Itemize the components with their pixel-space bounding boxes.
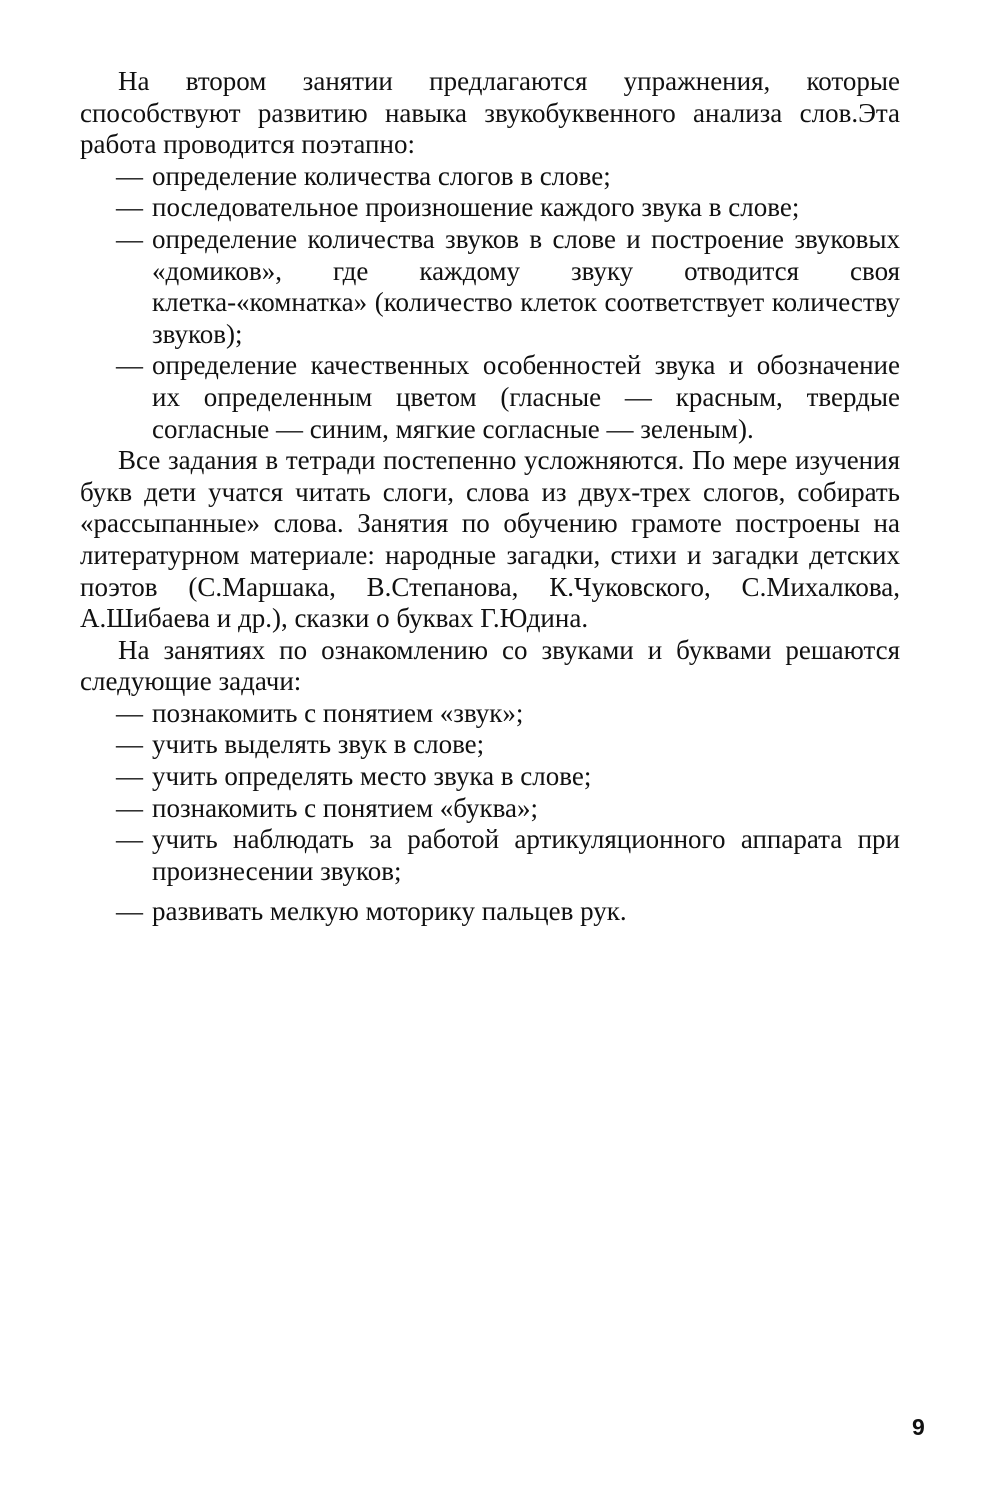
list-item xyxy=(80,824,900,887)
list-item xyxy=(80,161,900,193)
analysis-stages-list xyxy=(80,161,900,445)
bullet-dash: — xyxy=(116,697,143,728)
page-number: 9 xyxy=(912,1414,925,1440)
list-item xyxy=(80,793,900,825)
paragraph-exercises-intro: На втором занятии предлагаются упражнения, которые способствуют развитию навыка звукобуквенного анализа слов.Эта работа проводится поэтапно: xyxy=(80,66,900,160)
page-body xyxy=(80,66,900,928)
list-item xyxy=(80,192,900,224)
bullet-dash: — xyxy=(116,350,143,381)
list-item xyxy=(80,896,900,928)
bullet-dash: — xyxy=(116,729,143,760)
list-item-text: определение количества слогов в слове; xyxy=(152,160,611,191)
list-item-text: определение количества звуков в слове и построение звуковых «домиков», где каждому звуку отводится своя клетка-«комнатка» (количество клеток соответствует количеству звуков); xyxy=(152,223,900,349)
list-item-text: последовательное произношение каждого звука в слове; xyxy=(152,192,800,223)
list-item-text: познакомить с понятием «буква»; xyxy=(152,792,539,823)
list-item xyxy=(80,224,900,350)
bullet-dash: — xyxy=(116,223,143,254)
lesson-tasks-list xyxy=(80,698,900,928)
list-item-text: учить определять место звука в слове; xyxy=(152,761,592,792)
bullet-dash: — xyxy=(116,896,143,927)
bullet-dash: — xyxy=(116,160,143,191)
list-item xyxy=(80,698,900,730)
list-item-text: определение качественных особенностей звука и обозначение их определенным цветом (гласные — красным, твердые согласные — синим, мягкие согласные — зеленым). xyxy=(152,350,900,444)
list-item-text: познакомить с понятием «звук»; xyxy=(152,697,524,728)
list-item-text: учить выделять звук в слове; xyxy=(152,729,485,760)
paragraph-lesson-goals: На занятиях по ознакомлению со звуками и буквами решаются следующие задачи: xyxy=(80,634,900,697)
bullet-dash: — xyxy=(116,792,143,823)
paragraph-workbook-tasks: Все задания в тетради постепенно усложняются. По мере изучения букв дети учатся читать слоги, слова из двух-трех слогов, собирать «рассыпанные» слова. Занятия по обучению грамоте построены на литературном материале: народные загадки, стихи и загадки детских поэтов (С.Маршака, В.Степанова, К.Чуковского, С.Михалкова, А.Шибаева и др.), сказки о буквах Г.Юдина. xyxy=(80,445,900,634)
list-item-text: учить наблюдать за работой артикуляционного аппарата при произнесении звуков; xyxy=(152,824,900,886)
list-item xyxy=(80,729,900,761)
bullet-dash: — xyxy=(116,192,143,223)
list-item-text: развивать мелкую моторику пальцев рук. xyxy=(152,896,627,927)
list-item xyxy=(80,761,900,793)
bullet-dash: — xyxy=(116,824,143,855)
bullet-dash: — xyxy=(116,761,143,792)
list-item xyxy=(80,350,900,445)
